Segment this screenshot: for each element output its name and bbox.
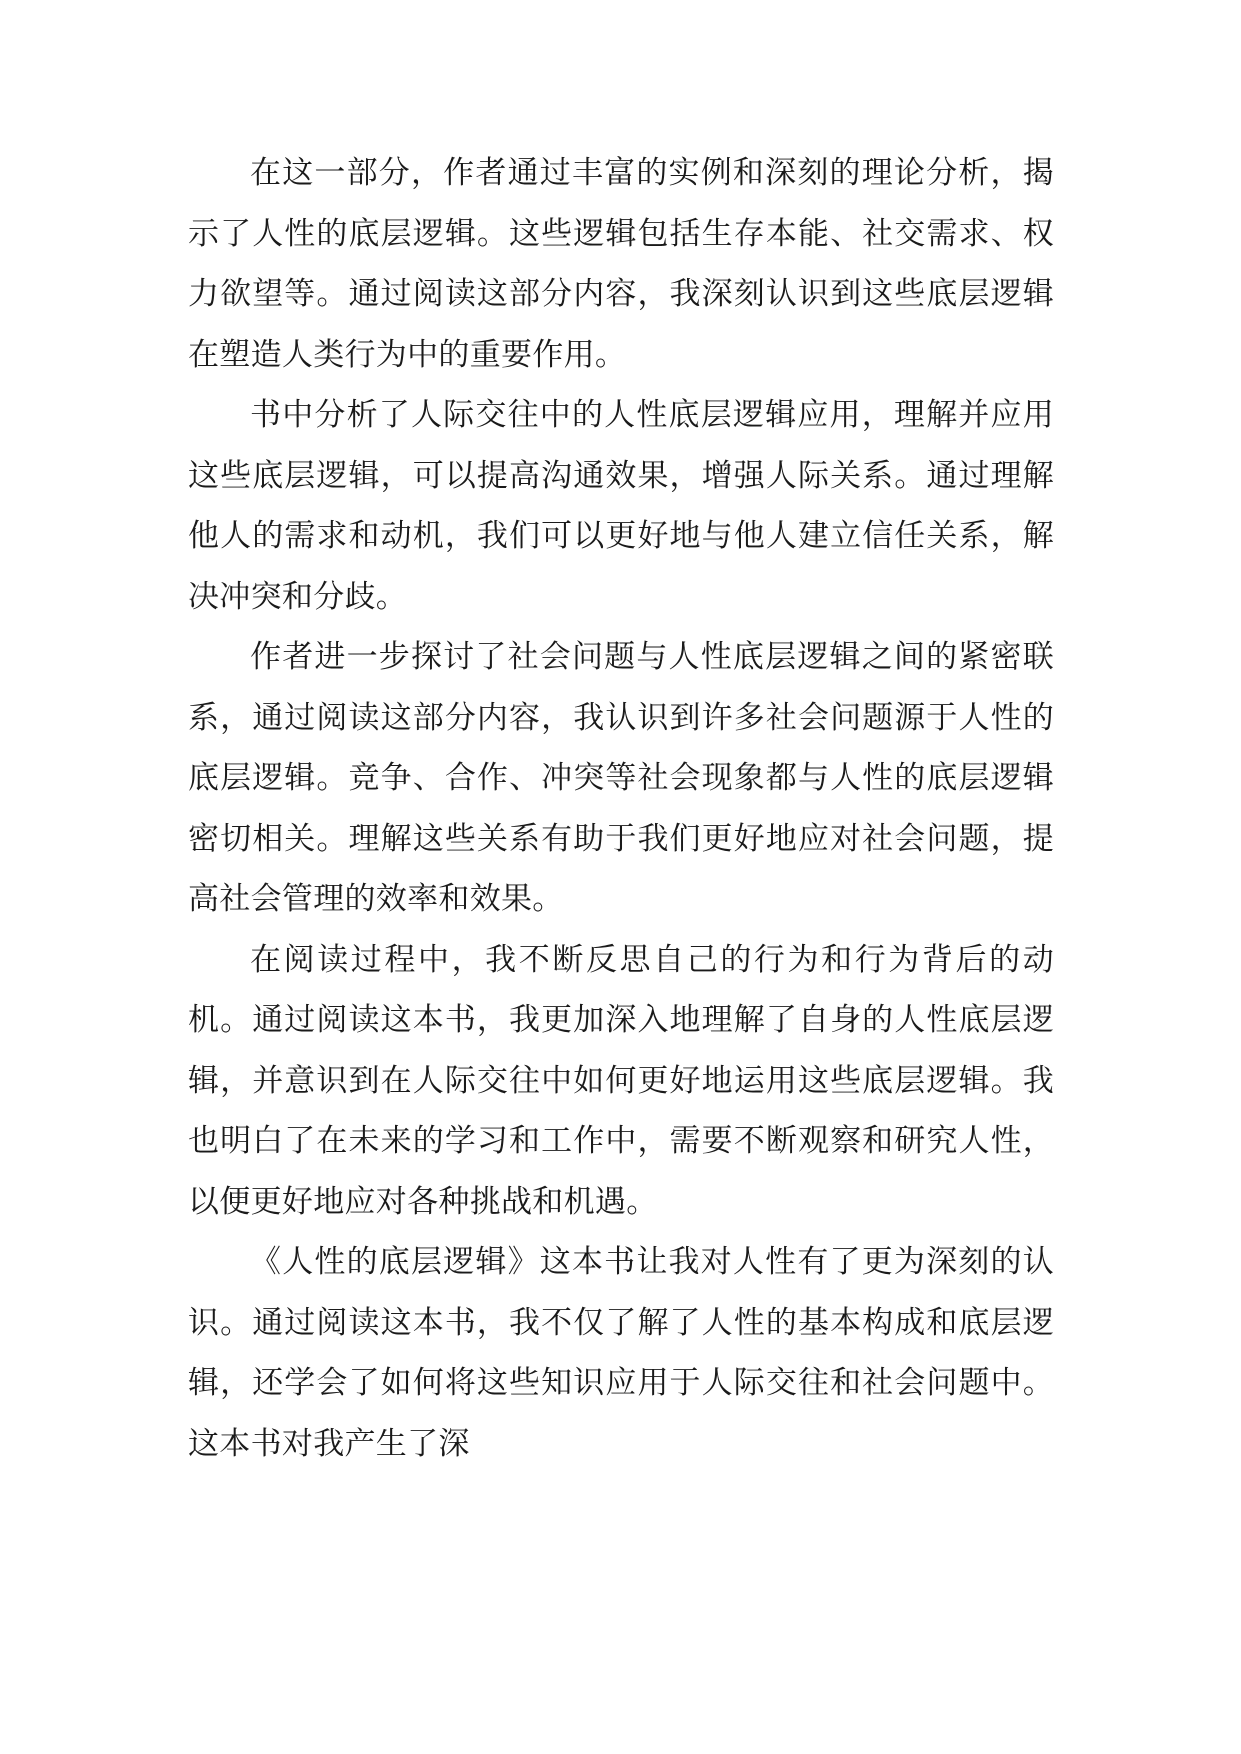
paragraph: 在阅读过程中，我不断反思自己的行为和行为背后的动机。通过阅读这本书，我更加深入地理解了自身的人性底层逻辑，并意识到在人际交往中如何更好地运用这些底层逻辑。我也明白了在未来的学习和工作中，需要不断观察和研究人性，以便更好地应对各种挑战和机遇。 (188, 941, 1054, 1220)
document-body (188, 143, 1054, 1474)
paragraph: 《人性的底层逻辑》这本书让我对人性有了更为深刻的认识。通过阅读这本书，我不仅了解了人性的基本构成和底层逻辑，还学会了如何将这些知识应用于人际交往和社会问题中。这本书对我产生了深 (188, 1244, 1054, 1462)
paragraph: 书中分析了人际交往中的人性底层逻辑应用，理解并应用这些底层逻辑，可以提高沟通效果，增强人际关系。通过理解他人的需求和动机，我们可以更好地与他人建立信任关系，解决冲突和分歧。 (188, 397, 1054, 615)
paragraph: 在这一部分，作者通过丰富的实例和深刻的理论分析，揭示了人性的底层逻辑。这些逻辑包括生存本能、社交需求、权力欲望等。通过阅读这部分内容，我深刻认识到这些底层逻辑在塑造人类行为中的重要作用。 (188, 155, 1054, 373)
paragraph: 作者进一步探讨了社会问题与人性底层逻辑之间的紧密联系，通过阅读这部分内容，我认识到许多社会问题源于人性的底层逻辑。竞争、合作、冲突等社会现象都与人性的底层逻辑密切相关。理解这些关系有助于我们更好地应对社会问题，提高社会管理的效率和效果。 (188, 639, 1054, 917)
